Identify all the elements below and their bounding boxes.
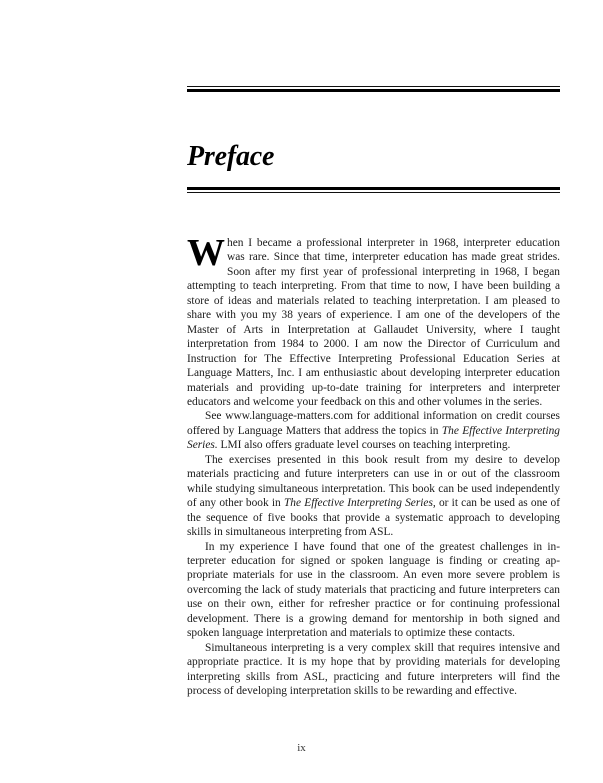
preface-body	[187, 232, 561, 699]
paragraph-1	[187, 232, 560, 409]
paragraph-4-text: In my experience I have found that one of the greatest challenges in interpreter education for signed or spoken language is finding or creating appropriate materials for use in the classroom. An even more severe problem is overcoming the lack of study materials that practicing and future interpreters can use on their own, either for refresher practice or for continuing professional development. There is a growing demand for mentorship in both signed and spoken language interpretation and materials to optimize these contacts.	[187, 540, 560, 640]
drop-cap: W	[187, 232, 225, 274]
paragraph-4	[187, 540, 560, 641]
page-title: Preface	[187, 141, 275, 172]
title-thin-rule	[187, 192, 560, 193]
paragraph-2-text-end: LMI also offers graduate level courses on teaching interpreting.	[217, 439, 511, 452]
series-title-italic: The Effective Interpreting Series.	[187, 424, 561, 452]
title-thick-rule	[187, 187, 560, 190]
paragraph-3-text: The exercises presented in this book result from my desire to develop materials practicing and future interpreters can use in or out of the classroom while studying simultaneous interpretation. This book can be used independently of any other book in	[187, 453, 560, 510]
paragraph-5	[187, 641, 560, 699]
series-title-italic: The Effective Interpreting Series,	[283, 497, 436, 510]
top-thin-rule	[187, 86, 560, 87]
paragraph-3	[187, 453, 560, 540]
paragraph-3-text-end: or it can be used as one of the sequence of five books that provide a systematic approach to developing skills in simultaneous interpreting from ASL.	[187, 497, 561, 539]
page-number: ix	[297, 742, 306, 754]
top-thick-rule	[187, 89, 560, 92]
paragraph-2	[187, 409, 560, 452]
paragraph-2-text: See www.language-matters.com for additional information on credit courses offered by Language Matters that address the topics in	[187, 410, 560, 437]
paragraph-5-text: Simultaneous interpreting is a very complex skill that requires intensive and appropriate practice. It is my hope that by providing materials for developing interpreting skills from ASL, practicing and future interpreters will find the process of developing interpretation skills to be rewarding and effective.	[187, 641, 560, 698]
paragraph-1-text: hen I became a professional interpreter in 1968, interpreter education was rare. Since that time, interpreter education has made great strides. Soon after my first year of professional interpreting in 1968, I began attempting to teach interpreting. From that time to now, I have been building a store of ideas and materials related to teaching interpretation. I am pleased to share with you my 38 years of experience. I am one of the developers of the Master of Arts in Interpretation at Gallaudet University, where I taught interpretation from 1984 to 2000. I am now the Director of Curriculum and Instruction for The Effective Interpreting Professional Education Series at Language Matters, Inc. I am enthusiastic about developing interpreter education materials and providing up-to-date training for interpreters and interpreter educators and welcome your feedback on this and other volumes in the series.	[187, 237, 560, 408]
